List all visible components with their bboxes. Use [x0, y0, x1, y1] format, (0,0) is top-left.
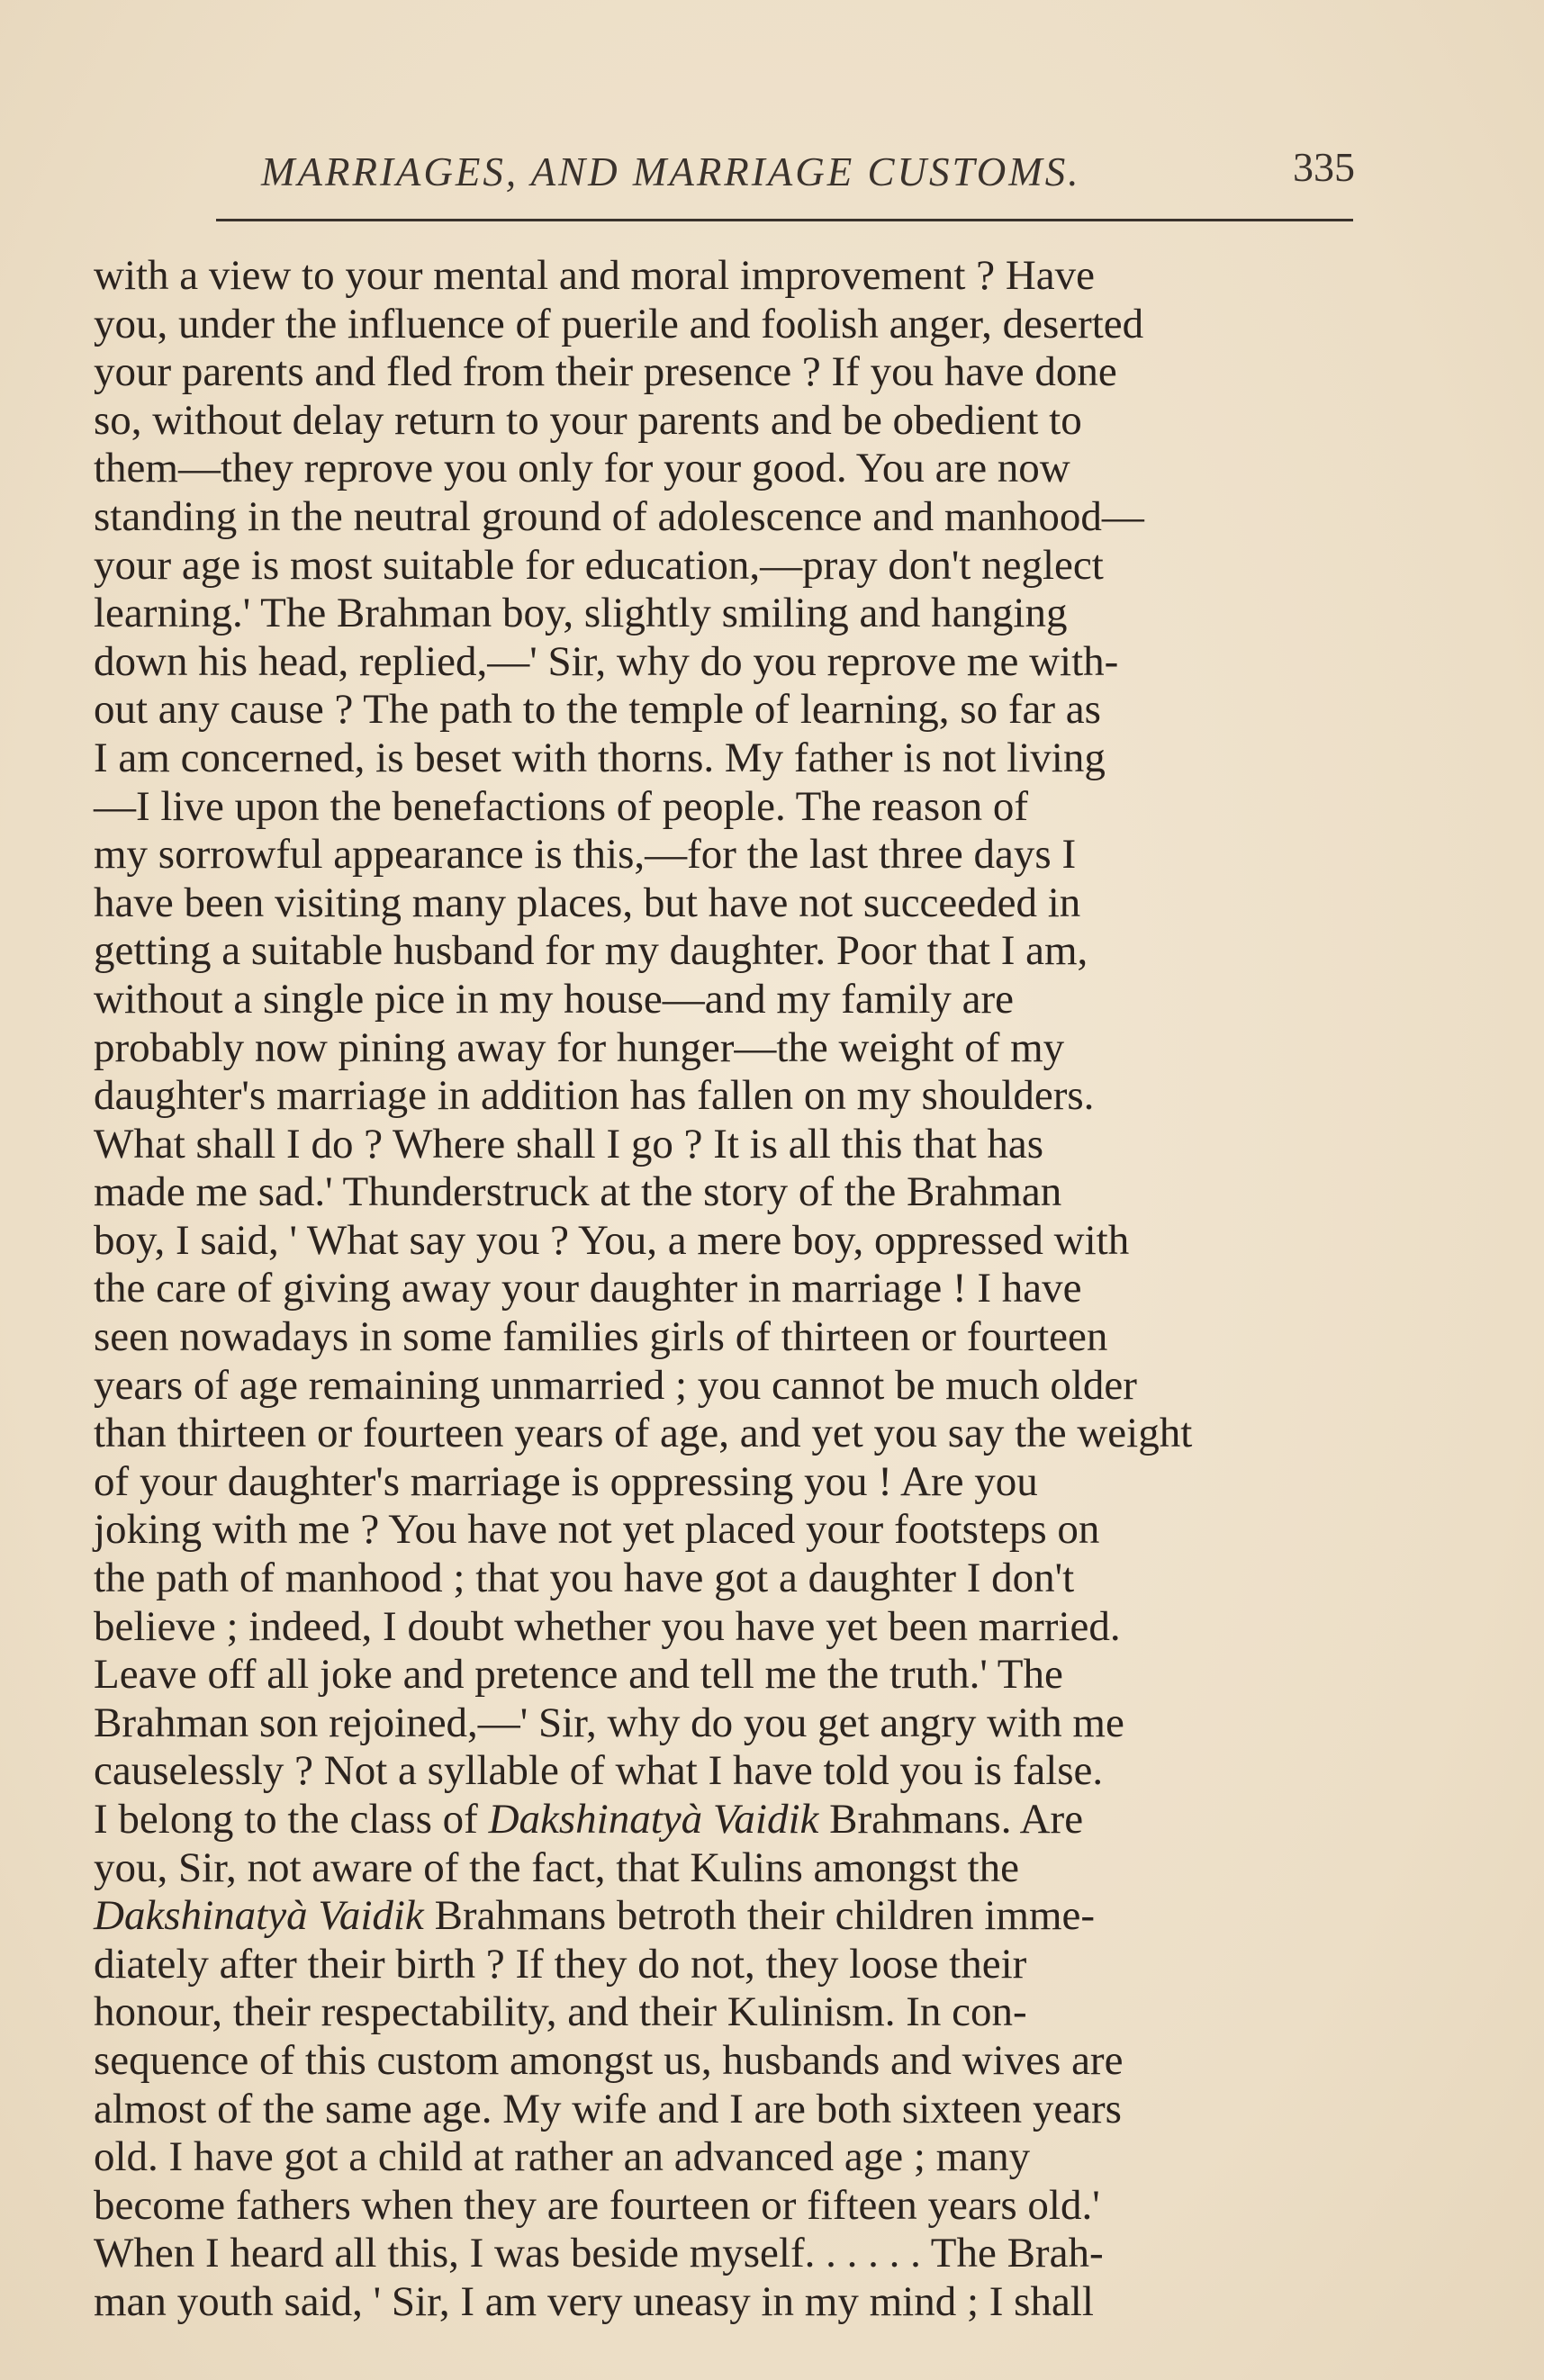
text-segment: so, without delay return to your parents and be obedient to: [94, 396, 1082, 444]
text-line: [94, 1844, 1356, 1893]
text-line: [94, 1941, 1356, 1989]
text-segment: your age is most suitable for education,—pray don't neglect: [94, 541, 1104, 589]
text-line: [94, 1072, 1356, 1121]
text-segment: the care of giving away your daughter in marriage ! I have: [94, 1265, 1082, 1312]
running-head: [216, 144, 1355, 203]
text-line: [94, 1747, 1356, 1796]
text-line: [94, 1988, 1356, 2037]
text-line: [94, 1892, 1356, 1941]
text-segment: Brahmans betroth their children imme-: [423, 1892, 1096, 1940]
text-line: [94, 1362, 1356, 1411]
text-line: [94, 301, 1356, 349]
text-line: [94, 542, 1356, 590]
text-segment: old. I have got a child at rather an advanced age ; many: [94, 2133, 1031, 2181]
text-line: [94, 348, 1356, 397]
text-segment: years of age remaining unmarried ; you cannot be much older: [94, 1361, 1137, 1409]
text-line: [94, 735, 1356, 783]
italic-term: Dakshinatyà Vaidik: [488, 1796, 819, 1843]
text-line: [94, 831, 1356, 879]
text-line: [94, 1699, 1356, 1748]
text-line: [94, 1458, 1356, 1507]
text-line: [94, 445, 1356, 493]
page-number: 335: [1293, 144, 1355, 190]
text-line: [94, 1217, 1356, 1266]
text-line: [94, 783, 1356, 832]
text-line: [94, 1651, 1356, 1699]
text-segment: Leave off all joke and pretence and tell me the truth.' The: [94, 1651, 1063, 1699]
text-line: [94, 1796, 1356, 1844]
text-segment: you, Sir, not aware of the fact, that Kulins amongst the: [94, 1844, 1019, 1891]
text-line: [94, 1313, 1356, 1362]
text-line: [94, 1555, 1356, 1603]
text-segment: boy, I said, ' What say you ? You, a mere boy, oppressed with: [94, 1216, 1130, 1264]
text-segment: become fathers when they are fourteen or fifteen years old.': [94, 2181, 1100, 2229]
text-line: [94, 2133, 1356, 2182]
text-segment: Brahman son rejoined,—' Sir, why do you get angry with me: [94, 1699, 1124, 1746]
text-line: [94, 2230, 1356, 2278]
text-line: [94, 1410, 1356, 1458]
text-segment: the path of manhood ; that you have got a daughter I don't: [94, 1555, 1075, 1602]
text-segment: you, under the influence of puerile and foolish anger, deserted: [94, 300, 1144, 347]
text-segment: than thirteen or fourteen years of age, and yet you say the weight: [94, 1410, 1193, 1457]
text-line: [94, 1168, 1356, 1217]
text-segment: When I heard all this, I was beside myself. . . . . . The Brah-: [94, 2230, 1104, 2277]
text-line: [94, 2182, 1356, 2231]
text-segment: my sorrowful appearance is this,—for the last three days I: [94, 831, 1077, 879]
text-line: [94, 1121, 1356, 1169]
italic-term: Dakshinatyà Vaidik: [94, 1892, 424, 1940]
text-segment: of your daughter's marriage is oppressing you ! Are you: [94, 1457, 1038, 1505]
text-segment: out any cause ? The path to the temple of learning, so far as: [94, 686, 1101, 734]
text-segment: causelessly ? Not a syllable of what I have told you is false.: [94, 1747, 1104, 1795]
text-line: [94, 927, 1356, 976]
text-line: [94, 879, 1356, 928]
text-line: [94, 1603, 1356, 1652]
header-rule: [216, 219, 1353, 221]
text-segment: Brahmans. Are: [818, 1796, 1084, 1843]
body-text: [94, 252, 1356, 2327]
text-line: [94, 2086, 1356, 2134]
text-segment: learning.' The Brahman boy, slightly smiling and hanging: [94, 590, 1068, 637]
text-segment: I am concerned, is beset with thorns. My father is not living: [94, 734, 1106, 781]
text-line: [94, 397, 1356, 446]
text-segment: made me sad.' Thunderstruck at the story of the Brahman: [94, 1168, 1062, 1216]
text-line: [94, 493, 1356, 542]
text-segment: believe ; indeed, I doubt whether you have yet been married.: [94, 1602, 1121, 1650]
text-segment: diately after their birth ? If they do not, they loose their: [94, 1940, 1027, 1988]
text-segment: man youth said, ' Sir, I am very uneasy in my mind ; I shall: [94, 2277, 1094, 2325]
running-head-title: MARRIAGES, AND MARRIAGE CUSTOMS.: [261, 149, 1081, 194]
text-segment: down his head, replied,—' Sir, why do you reprove me with-: [94, 637, 1119, 685]
text-segment: without a single pice in my house—and my family are: [94, 975, 1015, 1023]
text-line: [94, 976, 1356, 1024]
text-line: [94, 638, 1356, 687]
text-segment: with a view to your mental and moral improvement ? Have: [94, 252, 1096, 299]
text-segment: your parents and fled from their presence ? If you have done: [94, 348, 1117, 396]
text-line: [94, 686, 1356, 735]
text-segment: almost of the same age. My wife and I are both sixteen years: [94, 2085, 1122, 2132]
text-segment: getting a suitable husband for my daughter. Poor that I am,: [94, 927, 1088, 975]
text-line: [94, 252, 1356, 301]
text-segment: daughter's marriage in addition has fallen on my shoulders.: [94, 1072, 1095, 1120]
text-line: [94, 1265, 1356, 1313]
text-segment: them—they reprove you only for your good. You are now: [94, 445, 1070, 492]
text-segment: I belong to the class of: [94, 1796, 489, 1843]
text-segment: honour, their respectability, and their Kulinism. In con-: [94, 1988, 1027, 2036]
text-segment: —I live upon the benefactions of people. The reason of: [94, 782, 1029, 830]
text-segment: standing in the neutral ground of adolescence and manhood—: [94, 492, 1144, 540]
text-segment: What shall I do ? Where shall I go ? It is all this that has: [94, 1120, 1044, 1167]
text-line: [94, 2278, 1356, 2327]
text-segment: seen nowadays in some families girls of thirteen or fourteen: [94, 1313, 1108, 1361]
text-line: [94, 590, 1356, 638]
text-line: [94, 1024, 1356, 1073]
text-segment: sequence of this custom amongst us, husbands and wives are: [94, 2036, 1124, 2084]
text-segment: have been visiting many places, but have not succeeded in: [94, 879, 1081, 926]
text-line: [94, 2037, 1356, 2086]
text-segment: joking with me ? You have not yet placed your footsteps on: [94, 1506, 1100, 1554]
text-segment: probably now pining away for hunger—the weight of my: [94, 1023, 1065, 1071]
text-line: [94, 1506, 1356, 1555]
